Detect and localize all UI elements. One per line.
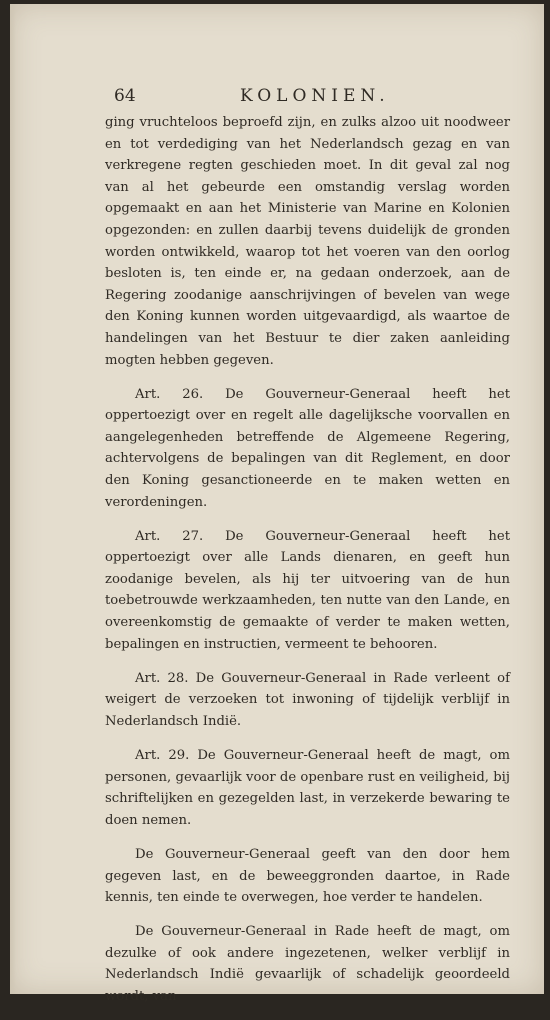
page-edge-shadow [10, 4, 16, 994]
body-text [105, 112, 510, 1020]
page-header [114, 86, 392, 110]
paragraph-continuation: ging vruchteloos beproefd zijn, en zulks alzoo uit noodweer en tot verdediging van het Nederlandsch gezag en van verkregene regten geschieden moet. In dit geval zal nog van al het gebeurde een omstandig verslag worden opgemaakt en aan het Ministerie van Marine en Kolonien opgezonden: en zullen daarbij tevens duidelijk de gronden worden ontwikkeld, waarop tot het voeren van den oorlog besloten is, ten einde er, na gedaan onderzoek, aan de Regering zoodanige aanschrijvingen of bevelen van wege den Koning kunnen worden uitgevaardigd, als waartoe de handelingen van het Bestuur te dier zaken aanleiding mogten hebben gegeven. [105, 115, 510, 368]
page-number: 64 [114, 86, 136, 106]
paragraph-gouverneur-last: De Gouverneur-Generaal geeft van den door hem gegeven last, en de beweeggronden daartoe, in Rade kennis, ten einde te overwegen, hoe verder te handelen. [105, 846, 510, 906]
paragraph-art-28: Art. 28. De Gouverneur-Generaal in Rade verleent of weigert de verzoeken tot inwoning of tijdelijk verblijf in Nederlandsch Indië. [105, 670, 510, 729]
paragraph-art-26: Art. 26. De Gouverneur-Generaal heeft het oppertoezigt over en regelt alle dagelijksche voorvallen en aangelegenheden betreffende de Algemeene Regering, achtervolgens de bepalingen van dit Reglement, en door den Koning gesanctioneerde en te maken wetten en verordeningen. [105, 386, 510, 510]
running-head: KOLONIEN. [240, 86, 390, 106]
paragraph-art-29: Art. 29. De Gouverneur-Generaal heeft de magt, om personen, gevaarlijk voor de openbare rust en veiligheid, bij schriftelijken en gezegelden last, in verzekerde bewaring te doen nemen. [105, 748, 510, 828]
paragraph-gouverneur-magt: De Gouverneur-Generaal in Rade heeft de magt, om dezulke of ook andere ingezetenen, welker verblijf in Nederlandsch Indië gevaarlijk of schadelijk geoordeeld wordt, van [105, 924, 510, 1004]
paragraph-art-27: Art. 27. De Gouverneur-Generaal heeft het oppertoezigt over alle Lands dienaren, en geeft hun zoodanige bevelen, als hij ter uitvoering van de hun toebetrouwde werkzaamheden, ten nutte van den Lande, en overeenkomstig de gemaakte of verder te maken wetten, bepalingen en instructien, vermeent te behooren. [105, 528, 510, 652]
